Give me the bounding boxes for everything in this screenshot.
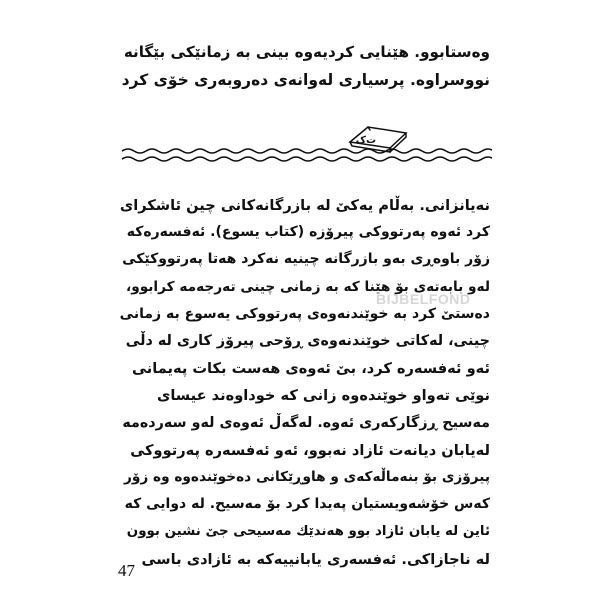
text-line: دەستێ کرد بە خوێندنەوەی پەرتووکی یەسوع بە زمانی <box>119 305 490 322</box>
text-line: کەس خۆشەویستیان پەیدا کرد بۆ مەسیح. لە دوایی کە <box>124 496 490 513</box>
text-line: ئاین لە یابان ئازاد بوو هەندێك مەسیحی جێ نشین بوون <box>126 524 490 540</box>
text-line: ئەو ئەفسەرە کرد، بێ ئەوەی هەست بکات پەیمانی <box>131 360 490 378</box>
text-line: مەسیح ڕزگارکەری ئەوە. لەگەڵ ئەوەی لەو سەردەمە <box>122 414 490 431</box>
main-paragraph <box>120 192 490 573</box>
text-line: کرد ئەوە پەرتووکی پیرۆزە (کتاب یسوع). ئەفسەرەکە <box>126 224 490 241</box>
wave-line-bottom <box>122 157 492 161</box>
text-line: لەیابان دیانەت ئازاد نەبوو، ئەو ئەفسەرە پەرتووکی <box>130 441 490 459</box>
text-line: لە ناجازاکی. ئەفسەری یابانییەکە بە ئازادی باسی <box>141 550 490 568</box>
text-line: نەیانزانی. بەڵام یەکێ لە بازرگانەکانی چین ئاشکرای <box>119 197 490 214</box>
top-paragraph <box>120 38 490 94</box>
text-line: زۆر باوەڕی بەو بازرگانە چینیە نەکرد هەتا پەرتووکێکی <box>122 251 490 268</box>
page-number: 47 <box>118 561 135 580</box>
text-line: نوێی تەواو خوێندەوە زانی کە خوداوەند عیسای <box>156 387 490 405</box>
wave-line-top <box>122 149 492 153</box>
watermark: BIJBELFOND <box>376 291 471 307</box>
text-line: پیرۆزی بۆ بنەماڵەکەی و هاوڕێکانی دەخوێندەوە وە زۆر <box>123 469 490 486</box>
text-line: چینی، لەکاتی خوێندنەوەی ڕۆحی پیرۆز کاری لە دڵی <box>125 333 490 350</box>
text-line: لەو بابەتەی بۆ هێنا کە بە زمانی چینی تەرجەمە کرابوو، <box>126 278 490 295</box>
text-line: نووسراوە. پرسیاری لەوانەی دەروبەری خۆی کرد <box>121 71 490 89</box>
book-on-waves-icon <box>122 118 492 168</box>
book-cover-label: ت‌ک <box>355 135 376 146</box>
text-line: وەستابوو. هێنایی کردیەوە بینی بە زمانێکی بێگانە <box>123 43 490 61</box>
